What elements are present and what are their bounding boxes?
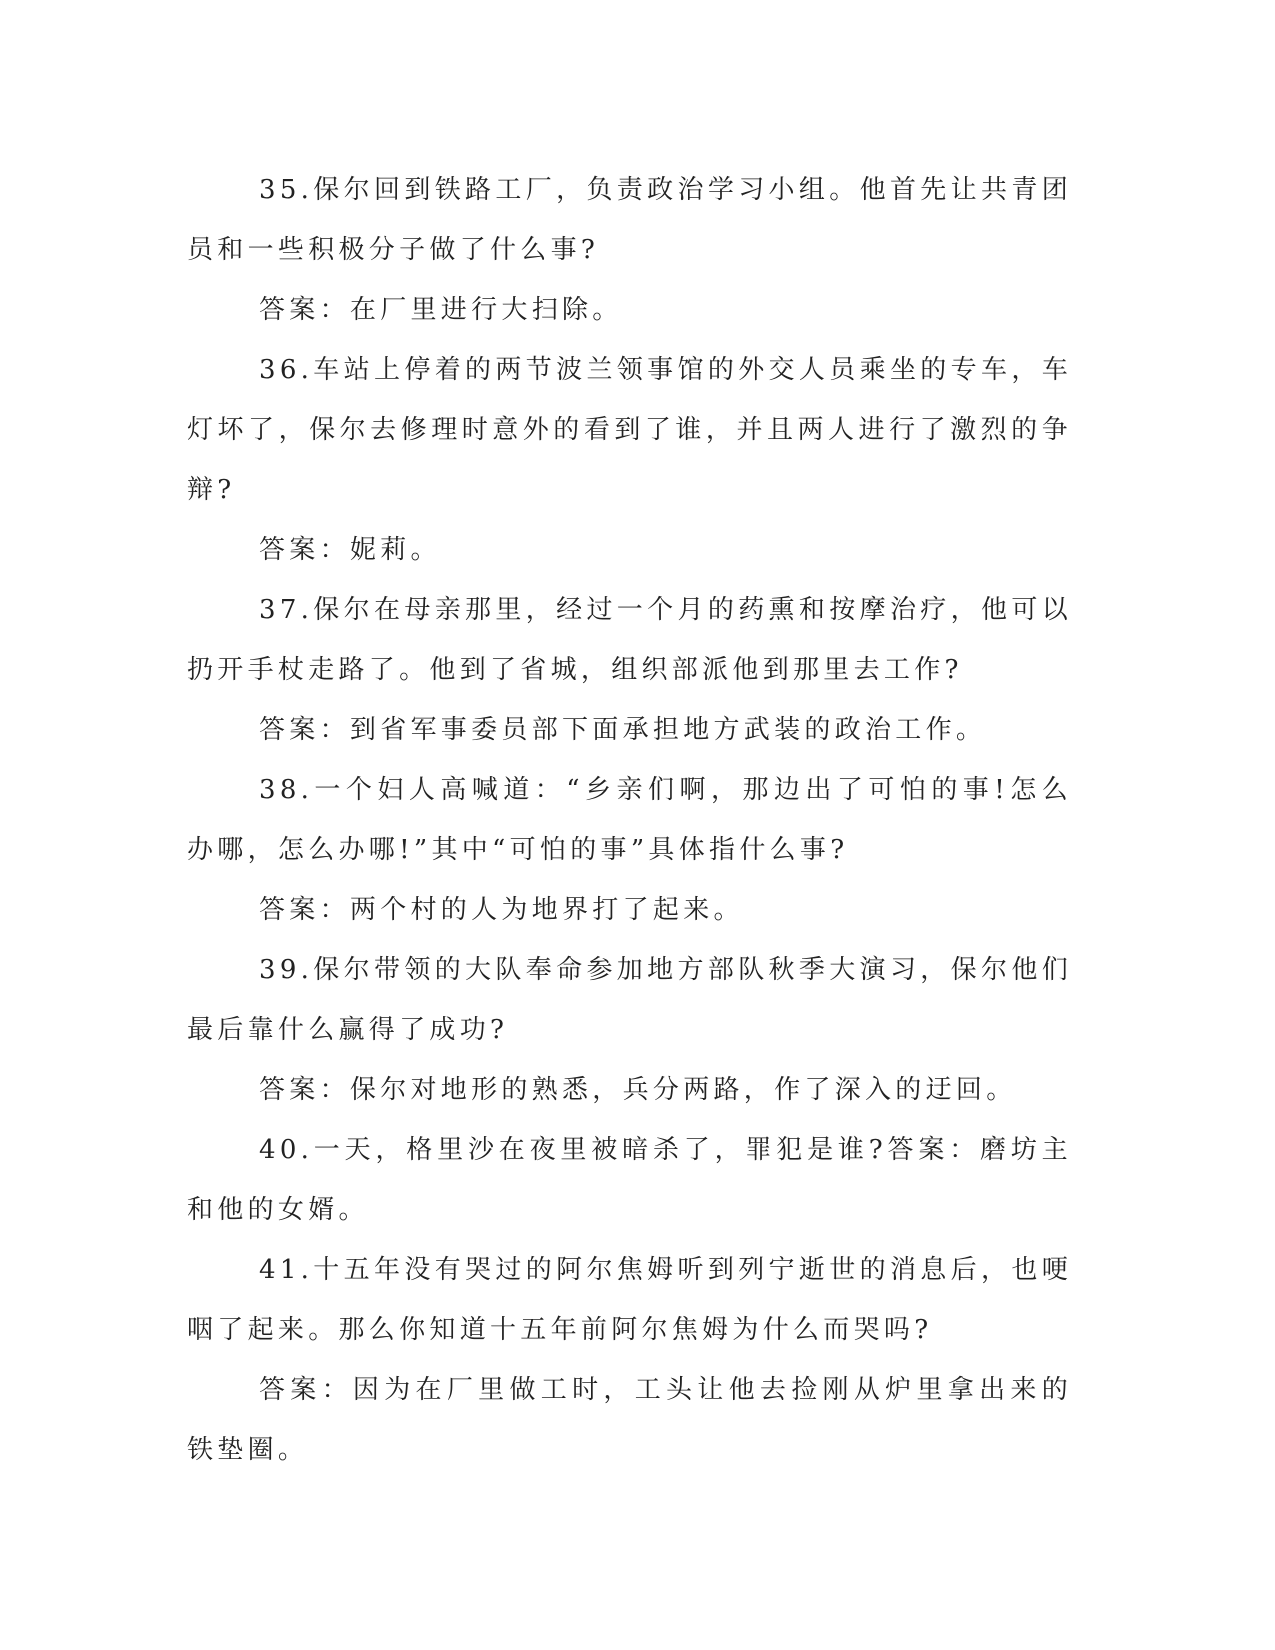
question-36: 36.车站上停着的两节波兰领事馆的外交人员乘坐的专车，车灯坏了，保尔去修理时意外的看到了谁，并且两人进行了激烈的争辩?	[187, 355, 1072, 505]
question-40-with-answer: 40.一天，格里沙在夜里被暗杀了，罪犯是谁?答案：磨坊主和他的女婿。	[187, 1135, 1072, 1225]
question-41: 41.十五年没有哭过的阿尔焦姆听到列宁逝世的消息后，也哽咽了起来。那么你知道十五年前阿尔焦姆为什么而哭吗?	[187, 1255, 1072, 1345]
answer-35: 答案：在厂里进行大扫除。	[259, 295, 623, 325]
answer-38: 答案：两个村的人为地界打了起来。	[259, 895, 744, 925]
answer-36: 答案：妮莉。	[259, 535, 441, 565]
question-35: 35.保尔回到铁路工厂，负责政治学习小组。他首先让共青团员和一些积极分子做了什么事?	[187, 175, 1072, 265]
question-37: 37.保尔在母亲那里，经过一个月的药熏和按摩治疗，他可以扔开手杖走路了。他到了省城，组织部派他到那里去工作?	[187, 595, 1072, 685]
answer-41: 答案：因为在厂里做工时，工头让他去捡刚从炉里拿出来的铁垫圈。	[187, 1375, 1072, 1465]
answer-37: 答案：到省军事委员部下面承担地方武装的政治工作。	[259, 715, 987, 745]
question-39: 39.保尔带领的大队奉命参加地方部队秋季大演习，保尔他们最后靠什么赢得了成功?	[187, 955, 1072, 1045]
question-38: 38.一个妇人高喊道：“乡亲们啊，那边出了可怕的事!怎么办哪，怎么办哪!”其中“可怕的事”具体指什么事?	[187, 775, 1072, 865]
answer-39: 答案：保尔对地形的熟悉，兵分两路，作了深入的迂回。	[259, 1075, 1017, 1105]
document-body	[187, 160, 1072, 1480]
